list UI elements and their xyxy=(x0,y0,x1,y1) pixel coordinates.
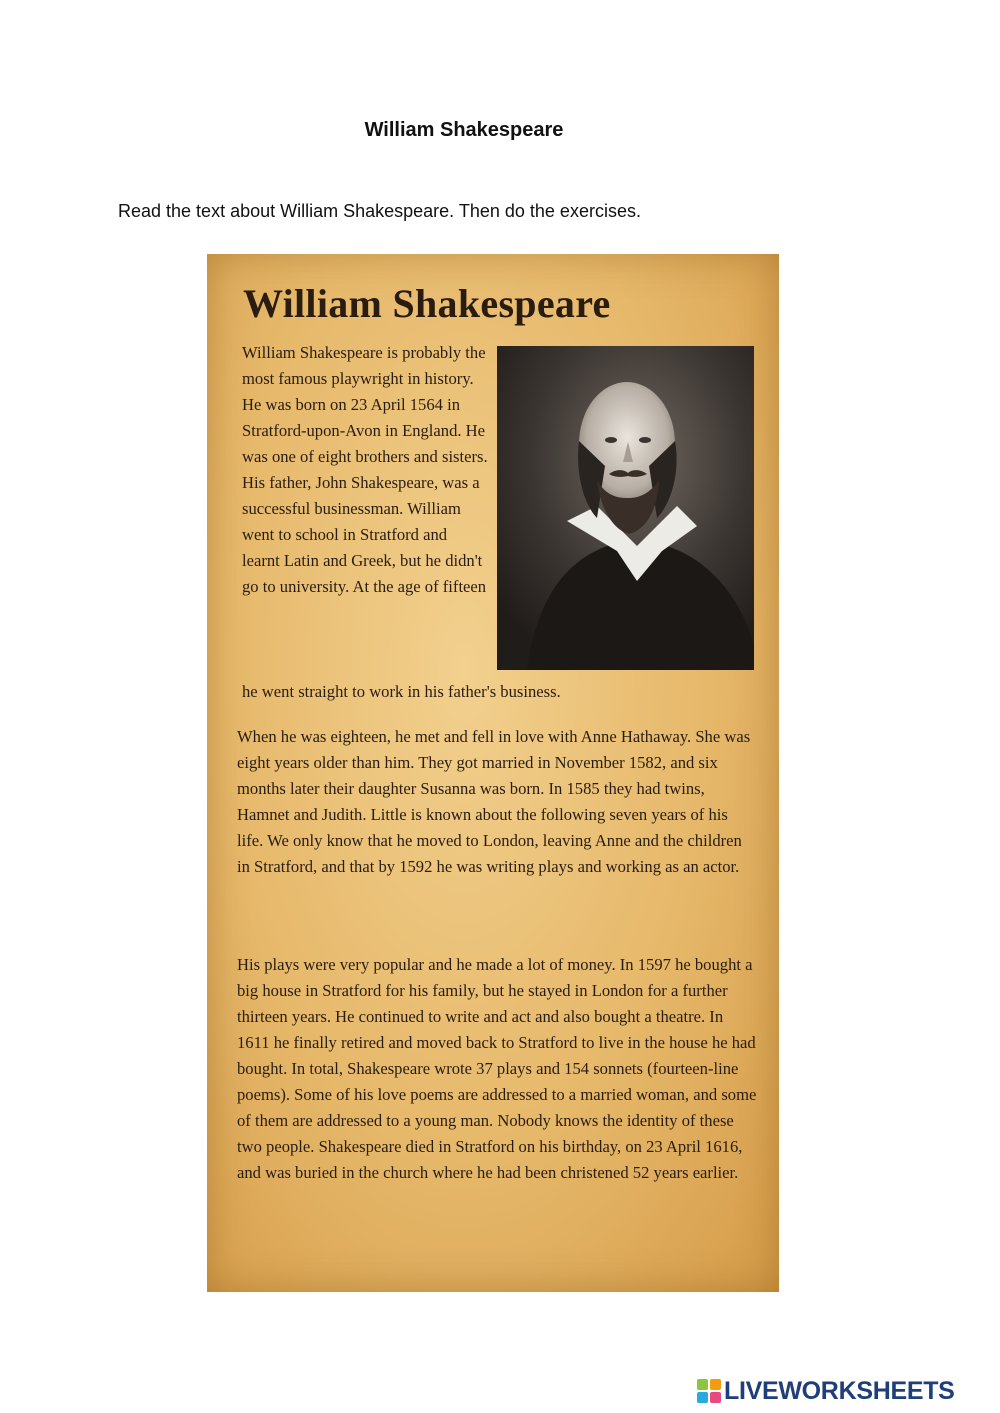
article-paragraph-3: His plays were very popular and he made a lot of money. In 1597 he bought a big house in Stratford for his family, but he stayed in London for a further thirteen years. He continued to write and act and also bought a theatre. In 1611 he finally retired and moved back to Stratford to live in the house he had bought. In total, Shakespeare wrote 37 plays and 154 sonnets (fourteen-line poems). Some of his love poems are addressed to a married woman, and some of them are addressed to a young man. Nobody knows the identity of these two people. Shakespeare died in Stratford on his birthday, on 23 April 1616, and was buried in the church where he had been christened 52 years earlier. xyxy=(237,955,757,1182)
portrait-image xyxy=(497,346,754,670)
instructions-text: Read the text about William Shakespeare. Then do the exercises. xyxy=(118,201,641,221)
article-title: William Shakespeare xyxy=(243,281,611,326)
page-title: William Shakespeare xyxy=(364,119,564,141)
article-card xyxy=(207,254,779,1292)
liveworksheets-wordmark: LIVEWORKSHEETS xyxy=(724,1376,955,1405)
liveworksheets-brand xyxy=(697,1377,955,1405)
article-paragraph-2: When he was eighteen, he met and fell in love with Anne Hathaway. She was eight years older than him. They got married in November 1582, and six months later their daughter Susanna was born. In 1585 they had twins, Hamnet and Judith. Little is known about the following seven years of his life. We only know that he moved to London, leaving Anne and the children in Stratford, and that by 1592 he was writing plays and working as an actor. xyxy=(237,727,751,876)
liveworksheets-logo-icon xyxy=(697,1379,721,1403)
article-paragraph-1: William Shakespeare is probably the most famous playwright in history. He was born on 23 April 1564 in Stratford-upon-Avon in England. He was one of eight brothers and sisters. His father, John Shakespeare, was a successful businessman. William went to school in Stratford and learnt Latin and Greek, but he didn't go to university. At the age of fifteen xyxy=(242,343,488,596)
article-paragraph-1-end: he went straight to work in his father's business. xyxy=(242,682,561,701)
